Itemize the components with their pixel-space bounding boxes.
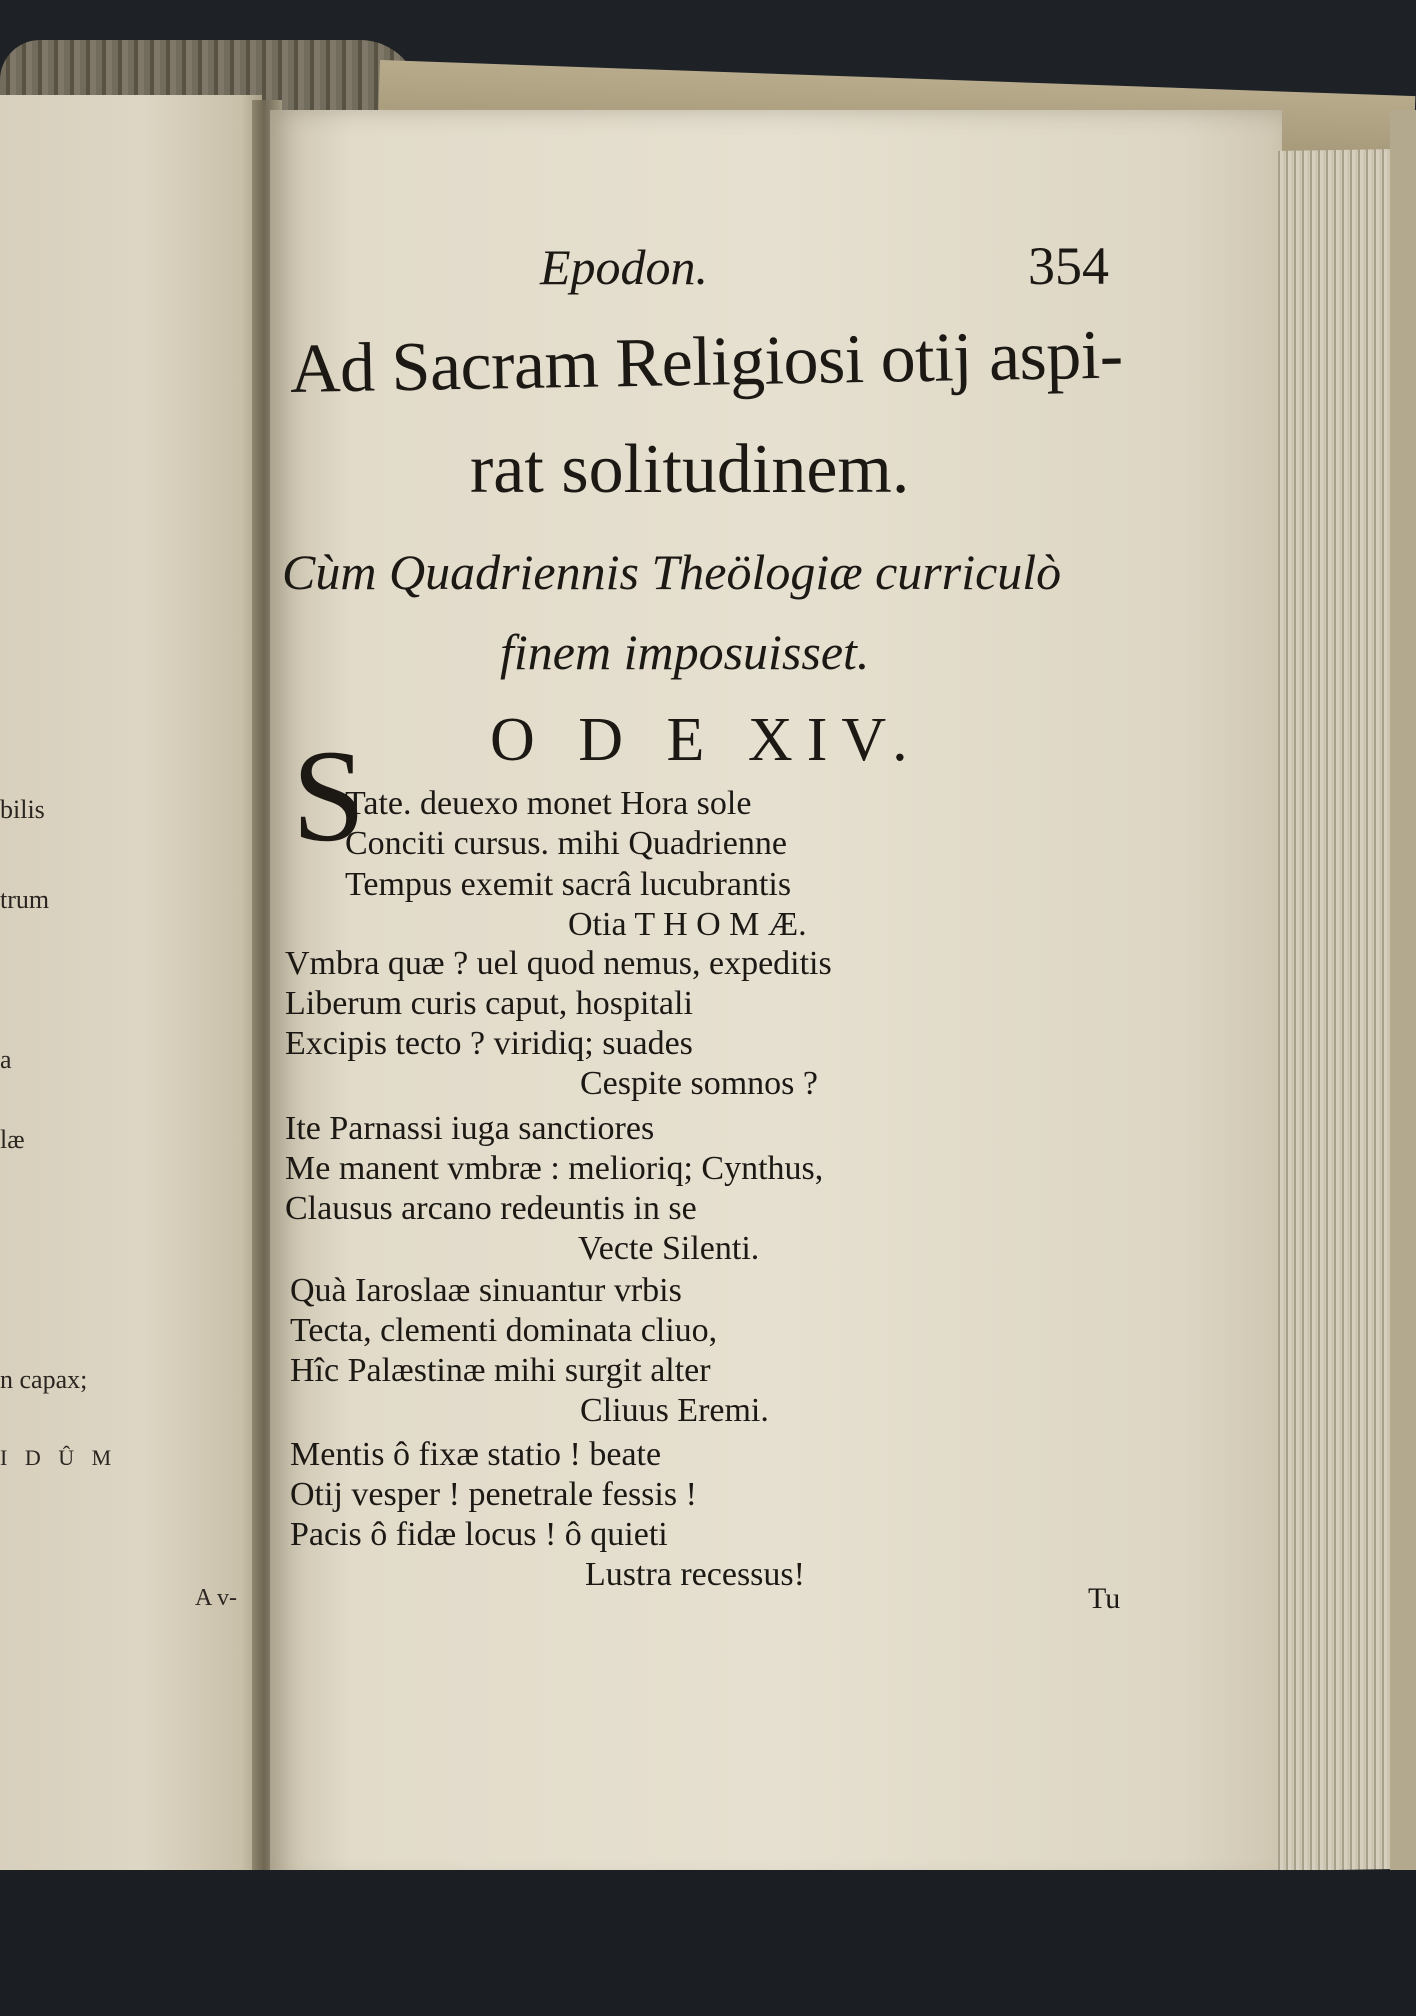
left-page-fragment: I D Û M	[0, 1445, 118, 1470]
background-bottom	[0, 1870, 1416, 2016]
left-page-fragment: læ	[0, 1125, 25, 1154]
book-cover-edge	[1390, 110, 1416, 1890]
ode-subtitle-line: finem imposuisset.	[500, 624, 870, 680]
catchword: Tu	[1088, 1582, 1121, 1615]
verse-line: Vmbra quæ ? uel quod nemus, expeditis	[285, 945, 832, 982]
ode-subtitle-line: Cùm Quadriennis Theölogiæ curriculò	[282, 544, 1062, 600]
left-page-catchword: A v-	[195, 1585, 237, 1611]
verse-line: Tempus exemit sacrâ lucubrantis	[345, 866, 792, 903]
verse-line: Otia T H O M Æ.	[568, 906, 807, 943]
verse-line: Clausus arcano redeuntis in se	[285, 1190, 697, 1227]
verse-line: Pacis ô fidæ locus ! ô quieti	[290, 1516, 668, 1553]
left-page-fragment: n capax;	[0, 1365, 88, 1394]
verse-line: Lustra recessus!	[585, 1556, 805, 1593]
verse-line: Tecta, clementi dominata cliuo,	[290, 1312, 718, 1349]
page-fore-edge	[1275, 149, 1395, 1871]
ode-title-line: rat solitudinem.	[470, 431, 910, 508]
verse-line: Hîc Palæstinæ mihi surgit alter	[290, 1352, 711, 1389]
page-number: 354	[1028, 236, 1109, 296]
verse-line: Otij vesper ! penetrale fessis !	[290, 1476, 697, 1513]
verse-line: Me manent vmbræ : melioriq; Cynthus,	[285, 1150, 824, 1187]
ode-title-line: Ad Sacram Religiosi otij aspi-	[289, 316, 1124, 408]
ode-heading: O D E XIV.	[490, 706, 922, 774]
verse-line: Quà Iaroslaæ sinuantur vrbis	[290, 1272, 682, 1309]
left-page	[0, 95, 262, 1885]
left-page-fragment: trum	[0, 885, 50, 914]
verse-line: Cespite somnos ?	[580, 1065, 818, 1102]
verse-line: Vecte Silenti.	[578, 1230, 760, 1267]
drop-cap: S	[292, 722, 366, 869]
verse-line: Liberum curis caput, hospitali	[285, 985, 693, 1022]
verse-line: Cliuus Eremi.	[580, 1392, 769, 1429]
verse-line: Mentis ô fixæ statio ! beate	[290, 1436, 662, 1473]
verse-line: Excipis tecto ? viridiq; suades	[285, 1025, 693, 1062]
left-page-fragment: bilis	[0, 795, 45, 824]
running-head: Epodon.	[540, 239, 709, 295]
verse-line: Tate. deuexo monet Hora sole	[345, 785, 752, 822]
left-page-fragment: a	[0, 1045, 12, 1074]
verse-line: Conciti cursus. mihi Quadrienne	[345, 825, 787, 862]
verse-line: Ite Parnassi iuga sanctiores	[285, 1110, 655, 1147]
